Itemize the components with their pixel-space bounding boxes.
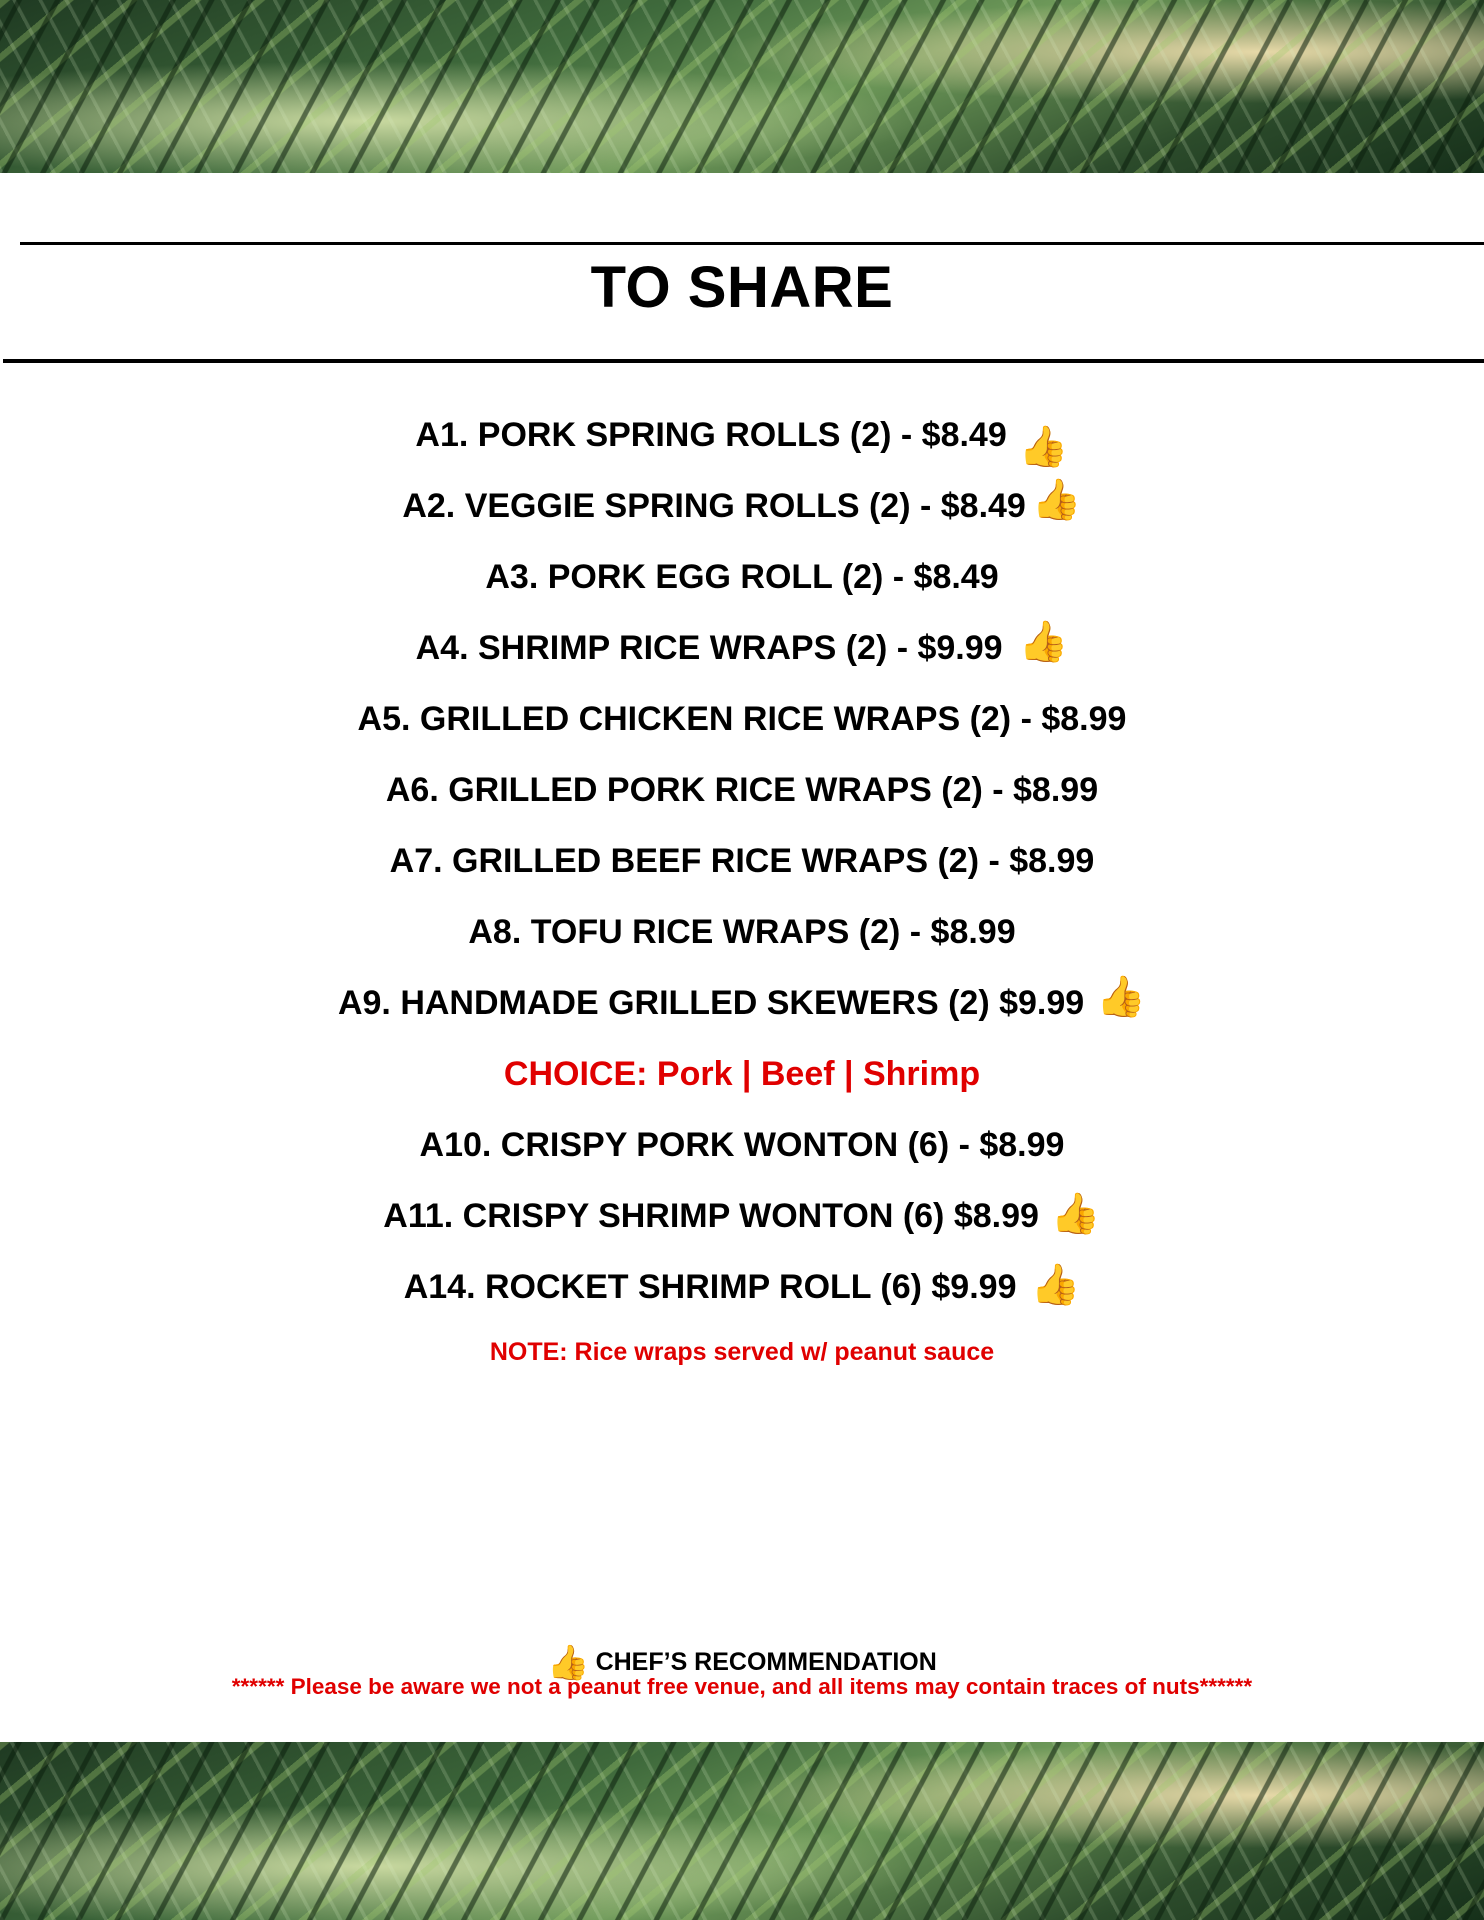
menu-item-a11 — [0, 1186, 1484, 1257]
menu-item-a7 — [0, 831, 1484, 902]
thumbs-up-icon: 👍 — [1050, 1192, 1101, 1236]
menu-item-a6 — [0, 760, 1484, 831]
thumbs-up-icon: 👍 — [1018, 425, 1069, 469]
chef-recommendation-label: CHEF’S RECOMMENDATION — [595, 1648, 937, 1676]
menu-item-label: A1. PORK SPRING ROLLS (2) - $8.49 — [415, 416, 1007, 454]
thumbs-up-icon: 👍 — [1031, 478, 1082, 522]
menu-item-a8 — [0, 902, 1484, 973]
menu-item-label: A10. CRISPY PORK WONTON (6) - $8.99 — [419, 1126, 1065, 1164]
thumbs-up-icon: 👍 — [547, 1644, 590, 1682]
chef-recommendation-legend — [0, 1642, 1484, 1682]
rice-wrap-note: NOTE: Rice wraps served w/ peanut sauce — [489, 1338, 995, 1366]
menu-item-label: A6. GRILLED PORK RICE WRAPS (2) - $8.99 — [385, 771, 1099, 809]
menu-item-choice — [0, 1044, 1484, 1115]
menu-item-a14 — [0, 1257, 1484, 1328]
menu-item-label: A2. VEGGIE SPRING ROLLS (2) - $8.49 — [402, 487, 1026, 525]
palm-leaves-banner-top — [0, 0, 1484, 173]
menu-item-a10 — [0, 1115, 1484, 1186]
divider-bottom — [3, 359, 1484, 363]
menu-item-a9 — [0, 973, 1484, 1044]
menu-item-a4 — [0, 618, 1484, 689]
menu-item-a2 — [0, 476, 1484, 547]
menu-item-a1 — [0, 405, 1484, 476]
menu-item-label: A3. PORK EGG ROLL (2) - $8.49 — [485, 558, 999, 596]
section-title: TO SHARE — [590, 255, 894, 320]
menu-item-label: A8. TOFU RICE WRAPS (2) - $8.99 — [468, 913, 1016, 951]
thumbs-up-icon: 👍 — [1096, 975, 1147, 1019]
menu-item-a5 — [0, 689, 1484, 760]
menu-item-label: A7. GRILLED BEEF RICE WRAPS (2) - $8.99 — [389, 842, 1095, 880]
choice-label: CHOICE: Pork | Beef | Shrimp — [503, 1055, 981, 1093]
thumbs-up-icon: 👍 — [1018, 620, 1069, 664]
palm-leaves-banner-bottom — [0, 1742, 1484, 1920]
divider-top — [20, 242, 1484, 245]
menu-item-label: A5. GRILLED CHICKEN RICE WRAPS (2) - $8.99 — [357, 700, 1127, 738]
menu-item-a3 — [0, 547, 1484, 618]
allergy-warning: ****** Please be aware we not a peanut free venue, and all items may contain traces of nuts****** — [231, 1674, 1253, 1699]
menu-list — [0, 405, 1484, 1328]
menu-item-label: A9. HANDMADE GRILLED SKEWERS (2) $9.99 — [337, 984, 1085, 1022]
thumbs-up-icon: 👍 — [1030, 1263, 1081, 1307]
menu-item-label: A4. SHRIMP RICE WRAPS (2) - $9.99 — [415, 629, 1003, 667]
menu-item-label: A14. ROCKET SHRIMP ROLL (6) $9.99 — [403, 1268, 1017, 1306]
menu-item-label: A11. CRISPY SHRIMP WONTON (6) $8.99 — [383, 1197, 1039, 1235]
